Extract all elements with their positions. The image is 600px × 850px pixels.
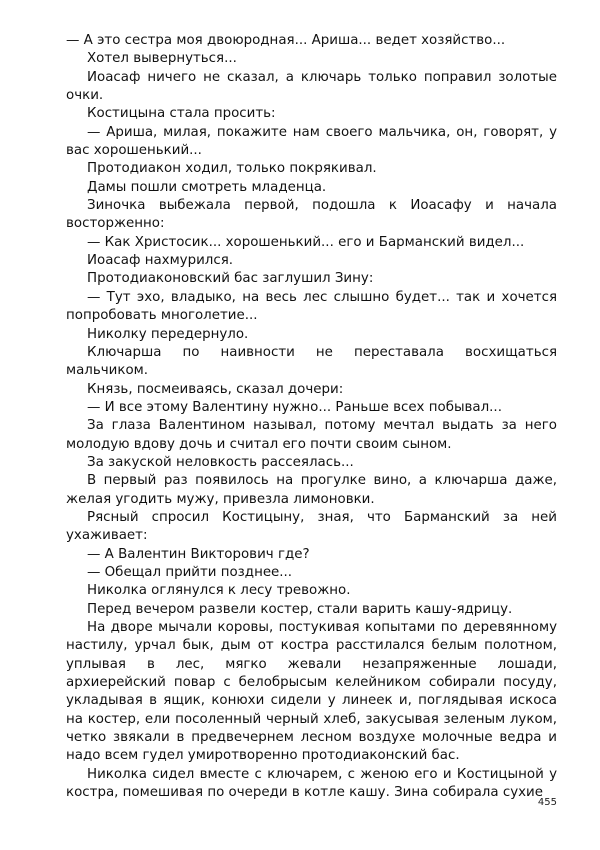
paragraph: За глаза Валентином называл, потому мечтал выдать за него молодую вдову дочь и считал его почти своим сыном. bbox=[66, 418, 557, 452]
paragraph: — А Валентин Викторович где? bbox=[87, 546, 310, 562]
page-number: 455 bbox=[537, 797, 557, 808]
paragraph: Перед вечером развели костер, стали варить кашу-ядрицу. bbox=[87, 601, 513, 617]
paragraph: — Как Христосик... хорошенький... его и Барманский видел... bbox=[87, 234, 525, 250]
paragraph: — И все этому Валентину нужно... Раньше всех побывал... bbox=[87, 399, 502, 415]
paragraph: — А это сестра моя двоюродная... Ариша... ведет хозяйство... bbox=[66, 33, 506, 48]
paragraph: Ключарша по наивности не переставала восхищаться мальчиком. bbox=[66, 344, 557, 379]
paragraph: — Ариша, милая, покажите нам своего мальчика, он, говорят, у вас хорошенький... bbox=[66, 124, 557, 159]
paragraph: В первый раз появилось на прогулке вино, а ключарша даже, желая угодить мужу, привезла лимоновки. bbox=[66, 473, 557, 507]
paragraph: Князь, посмеиваясь, сказал дочери: bbox=[87, 381, 344, 397]
paragraph: Иоасаф ничего не сказал, а ключарь только поправил золотые очки. bbox=[66, 69, 557, 104]
paragraph: Николку передернуло. bbox=[87, 326, 249, 342]
paragraph: Хотел вывернуться... bbox=[87, 51, 237, 67]
paragraph: — Тут эхо, владыко, на весь лес слышно будет... так и хочется попробовать многолетие... bbox=[66, 289, 557, 324]
paragraph: Николка сидел вместе с ключарем, с женою его и Костицыной у костра, помешивая по очереди в котле кашу. Зина собирала сухие bbox=[66, 766, 557, 801]
paragraph: Дамы пошли смотреть младенца. bbox=[87, 179, 327, 195]
paragraph: Иоасаф нахмурился. bbox=[87, 253, 234, 269]
paragraph: Зиночка выбежала первой, подошла к Иоасафу и начала восторженно: bbox=[66, 198, 557, 232]
paragraph: Николка оглянулся к лесу тревожно. bbox=[87, 583, 351, 599]
paragraph: Протодиаконовский бас заглушил Зину: bbox=[87, 271, 374, 287]
paragraph: — Обещал прийти позднее... bbox=[87, 564, 293, 580]
page-text bbox=[66, 32, 557, 802]
paragraph: Протодиакон ходил, только покрякивал. bbox=[87, 161, 377, 177]
paragraph: На дворе мычали коровы, постукивая копытами по деревянному настилу, урчал бык, дым от костра расстилался белым полотном, уплывая в лес, мягко жевали незапряженные лошади, архиерейский повар с белобрысым келейником собирали посуду, укладывая в ящик, конюхи сидели у линеек и, поглядывая искоса на костер, ели посоленный черный хлеб, закусывая зеленым луком, четко звякали в предвечернем лесном воздухе молочные ведра и надо всем гудел умиротворенно протодиаконский бас. bbox=[66, 620, 557, 764]
paragraph: Рясный спросил Костицыну, зная, что Барманский за ней ухаживает: bbox=[66, 509, 557, 544]
paragraph: Костицына стала просить: bbox=[87, 106, 276, 122]
paragraph: За закуской неловкость рассеялась... bbox=[87, 454, 354, 470]
